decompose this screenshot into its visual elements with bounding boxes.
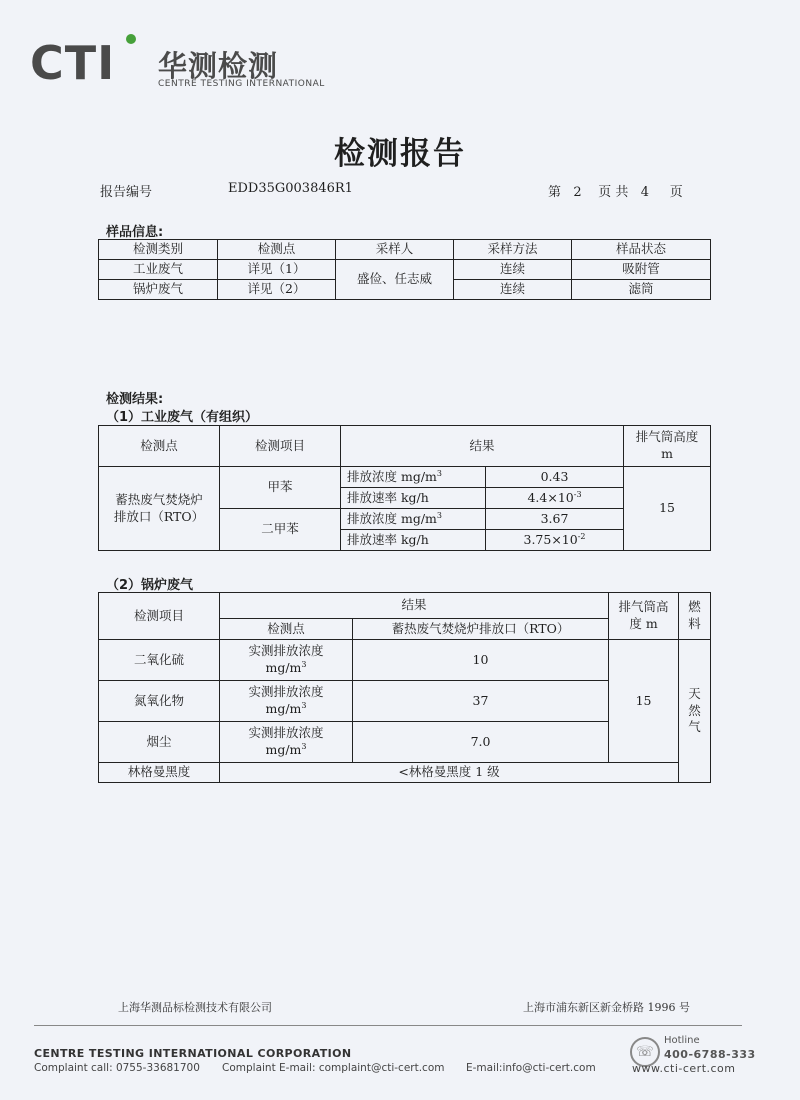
category-cell: 工业废气 bbox=[99, 260, 218, 280]
concentration-label: 排放浓度 $mg/m^3$ bbox=[341, 509, 486, 530]
results-heading: 检测结果: bbox=[106, 392, 164, 407]
industrial-gas-table bbox=[98, 425, 711, 551]
header-cell: 结果 bbox=[220, 593, 609, 619]
logo-english-name: CENTRE TESTING INTERNATIONAL bbox=[158, 79, 325, 89]
table-header-row bbox=[99, 426, 711, 467]
table-row bbox=[99, 763, 711, 783]
report-number-label: 报告编号 bbox=[100, 185, 153, 200]
state-cell: 吸附管 bbox=[572, 260, 711, 280]
header-cell: 排气筒高度 m bbox=[624, 426, 711, 467]
header-cell: 检测点 bbox=[99, 426, 220, 467]
page-indicator: 第 2 页 共 4 页 bbox=[548, 185, 683, 200]
concentration-value: 0.43 bbox=[486, 467, 624, 488]
header-cell: 检测点 bbox=[220, 619, 353, 640]
table-header-row bbox=[99, 593, 711, 619]
measure-label: 实测排放浓度 $mg/m^3$ bbox=[220, 722, 353, 763]
info-email: E-mail:info@cti-cert.com bbox=[466, 1062, 596, 1074]
rate-label: 排放速率 kg/h bbox=[341, 530, 486, 551]
table-header-row bbox=[99, 240, 711, 260]
header-cell: 采样方法 bbox=[454, 240, 572, 260]
item-cell: 林格曼黑度 bbox=[99, 763, 220, 783]
logo-chinese-name: 华测检测 bbox=[158, 49, 279, 83]
logo-dot bbox=[126, 34, 136, 44]
header-cell: 检测点 bbox=[218, 240, 336, 260]
header-cell: 检测项目 bbox=[99, 593, 220, 640]
measure-value: 10 bbox=[353, 640, 609, 681]
complaint-email: Complaint E-mail: complaint@cti-cert.com bbox=[222, 1062, 445, 1074]
corporation-name: CENTRE TESTING INTERNATIONAL CORPORATION bbox=[34, 1047, 352, 1060]
stack-height-cell: 15 bbox=[609, 640, 679, 763]
boiler-gas-heading: （2）锅炉废气 bbox=[106, 578, 194, 593]
complaint-call: Complaint call: 0755-33681700 bbox=[34, 1062, 200, 1074]
hotline-number: 400-6788-333 bbox=[664, 1048, 756, 1061]
item-cell: 甲苯 bbox=[220, 467, 341, 509]
rate-label: 排放速率 kg/h bbox=[341, 488, 486, 509]
phone-icon: ☏ bbox=[630, 1037, 660, 1067]
boiler-gas-table bbox=[98, 592, 711, 783]
ringelmann-value: <林格曼黑度 1 级 bbox=[220, 763, 679, 783]
item-cell: 二甲苯 bbox=[220, 509, 341, 551]
state-cell: 滤筒 bbox=[572, 280, 711, 300]
table-row bbox=[99, 260, 711, 280]
concentration-label: 排放浓度 $mg/m^3$ bbox=[341, 467, 486, 488]
category-cell: 锅炉废气 bbox=[99, 280, 218, 300]
report-number: EDD35G003846R1 bbox=[228, 181, 353, 196]
header-cell: 检测类别 bbox=[99, 240, 218, 260]
table-row bbox=[99, 467, 711, 488]
measure-label: 实测排放浓度 $mg/m^3$ bbox=[220, 640, 353, 681]
item-cell: 烟尘 bbox=[99, 722, 220, 763]
sample-info-heading: 样品信息: bbox=[106, 225, 164, 240]
point-cell: 详见（1） bbox=[218, 260, 336, 280]
table-row bbox=[99, 640, 711, 681]
measure-value: 7.0 bbox=[353, 722, 609, 763]
header-cell: 排气筒高 度 m bbox=[609, 593, 679, 640]
point-cell: 详见（2） bbox=[218, 280, 336, 300]
sample-info-table bbox=[98, 239, 711, 300]
rate-value: $3.75\times 10^{-2}$ bbox=[486, 530, 624, 551]
item-cell: 二氧化硫 bbox=[99, 640, 220, 681]
header-cell: 燃 料 bbox=[679, 593, 711, 640]
header-cell: 蓄热废气焚烧炉排放口（RTO） bbox=[353, 619, 609, 640]
footer-divider bbox=[34, 1025, 742, 1026]
stack-height-cell: 15 bbox=[624, 467, 711, 551]
method-cell: 连续 bbox=[454, 260, 572, 280]
hotline-label: Hotline bbox=[664, 1035, 700, 1046]
sampler-cell: 盛俭、任志威 bbox=[336, 260, 454, 300]
point-cell: 蓄热废气焚烧炉 排放口（RTO） bbox=[99, 467, 220, 551]
company-chinese-name: 上海华测品标检测技术有限公司 bbox=[118, 1001, 272, 1014]
header-cell: 检测项目 bbox=[220, 426, 341, 467]
logo-mark: CTI bbox=[30, 36, 115, 90]
report-title: 检测报告 bbox=[334, 136, 466, 172]
stamp-edge-mark bbox=[786, 320, 796, 430]
method-cell: 连续 bbox=[454, 280, 572, 300]
fuel-cell: 天 然 气 bbox=[679, 640, 711, 783]
company-address: 上海市浦东新区新金桥路 1996 号 bbox=[523, 1001, 690, 1014]
website: www.cti-cert.com bbox=[632, 1062, 736, 1075]
header-cell: 样品状态 bbox=[572, 240, 711, 260]
header-cell: 结果 bbox=[341, 426, 624, 467]
industrial-gas-heading: （1）工业废气（有组织） bbox=[106, 410, 259, 425]
item-cell: 氮氧化物 bbox=[99, 681, 220, 722]
company-logo bbox=[30, 32, 325, 94]
rate-value: $4.4\times 10^{-3}$ bbox=[486, 488, 624, 509]
header-cell: 采样人 bbox=[336, 240, 454, 260]
measure-label: 实测排放浓度 $mg/m^3$ bbox=[220, 681, 353, 722]
measure-value: 37 bbox=[353, 681, 609, 722]
concentration-value: 3.67 bbox=[486, 509, 624, 530]
